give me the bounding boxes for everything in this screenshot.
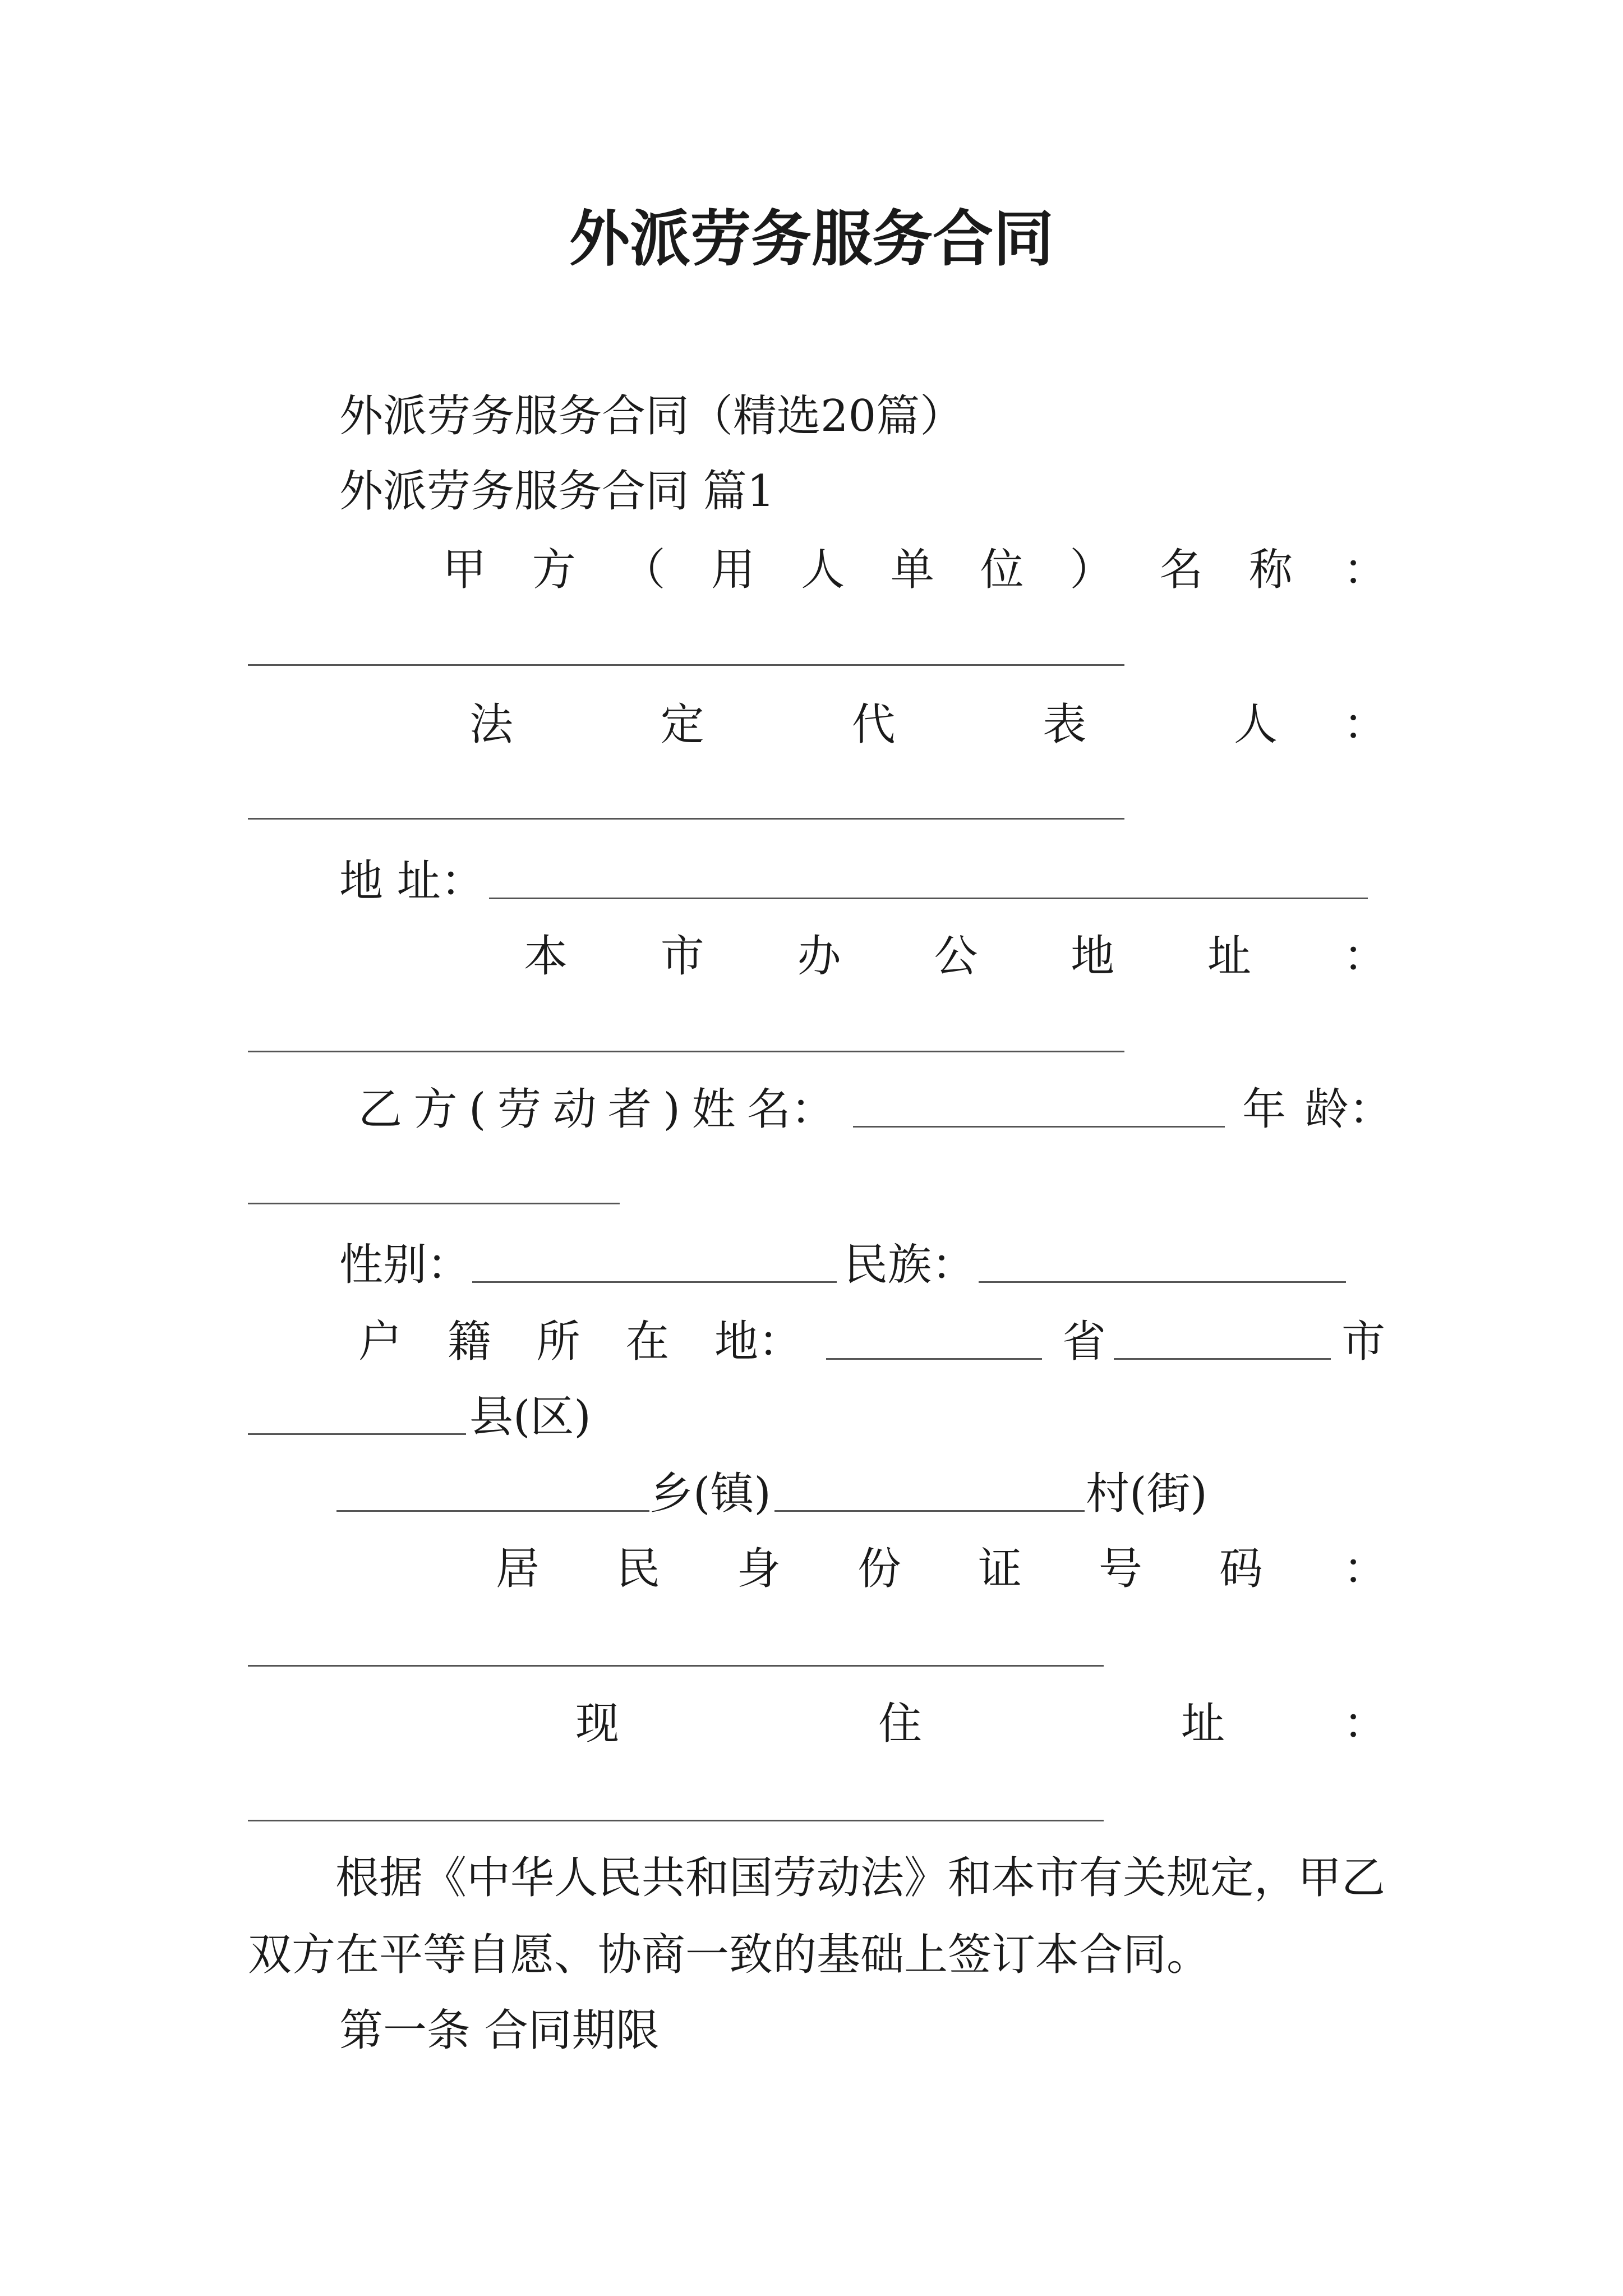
province-label: 省 — [1062, 1317, 1106, 1367]
label-char: ( — [469, 1084, 486, 1135]
township-blank — [336, 1510, 649, 1512]
label-char: 定 — [660, 700, 704, 750]
label-char: 份 — [857, 1544, 901, 1594]
label-char: 用 — [711, 545, 755, 595]
label-char: 所 — [536, 1317, 580, 1367]
ethnicity-blank — [979, 1281, 1346, 1283]
id-number-blank — [248, 1665, 1104, 1667]
label-char: ： — [1343, 1699, 1387, 1749]
label-char: ： — [1343, 931, 1387, 982]
id-number-label — [496, 1541, 1387, 1597]
label-char: 位 — [980, 545, 1024, 595]
label-char: 单 — [890, 545, 934, 595]
label-char: 籍 — [447, 1317, 491, 1367]
article-1-heading: 第一条 合同期限 — [339, 2005, 660, 2056]
household-registration-label — [358, 1314, 802, 1370]
label-char: 名 — [746, 1084, 791, 1135]
gender-blank — [472, 1281, 837, 1283]
label-char: 本 — [524, 931, 568, 982]
collection-subtitle: 外派劳务服务合同（精选20篇） — [339, 391, 964, 441]
township-label: 乡(镇) — [649, 1469, 771, 1519]
label-char: 办 — [797, 931, 841, 982]
label-char: 号 — [1098, 1544, 1142, 1594]
label-char: 甲 — [442, 545, 487, 595]
label-char: ： — [791, 1084, 835, 1135]
city-office-address-label — [524, 928, 1387, 984]
legal-representative-blank — [248, 818, 1124, 820]
label-char: ： — [1343, 545, 1387, 595]
label-char: 表 — [1043, 700, 1087, 750]
label-char: 公 — [934, 931, 978, 982]
party-b-name-blank — [853, 1126, 1225, 1128]
address-label: 地 址： — [339, 856, 485, 907]
label-char: 龄 — [1304, 1084, 1349, 1135]
label-char: ） — [1069, 545, 1114, 595]
label-char: 在 — [625, 1317, 670, 1367]
label-char: ： — [1343, 1544, 1387, 1594]
label-char: 者 — [608, 1084, 652, 1135]
label-char: （ — [621, 545, 666, 595]
village-blank — [774, 1510, 1085, 1512]
label-char: 地 — [714, 1317, 758, 1367]
gender-label: 性别： — [339, 1240, 471, 1290]
city-office-address-blank — [248, 1051, 1124, 1052]
preamble-paragraph: 根据《中华人民共和国劳动法》和本市有关规定，甲乙双方在平等自愿、协商一致的基础上签订本合同。 — [248, 1853, 1386, 1980]
label-char: 地 — [1071, 931, 1115, 982]
section-heading: 外派劳务服务合同 篇1 — [339, 466, 775, 517]
city-blank — [1114, 1358, 1331, 1360]
label-char: 住 — [878, 1699, 922, 1749]
label-char: 居 — [496, 1544, 540, 1594]
label-char: 身 — [736, 1544, 781, 1594]
label-char: 方 — [532, 545, 576, 595]
label-char: 动 — [552, 1084, 597, 1135]
label-char: 码 — [1219, 1544, 1263, 1594]
legal-representative-label — [469, 697, 1387, 753]
label-char: ) — [663, 1084, 680, 1135]
party-a-name-label — [442, 542, 1387, 598]
label-char: 名 — [1159, 545, 1204, 595]
label-char: 乙 — [358, 1084, 403, 1135]
label-char: 人 — [801, 545, 845, 595]
label-char: 户 — [358, 1317, 403, 1367]
label-char: 年 — [1242, 1084, 1287, 1135]
label-char: 姓 — [691, 1084, 736, 1135]
village-label: 村(街) — [1086, 1469, 1207, 1519]
county-label: 县(区) — [469, 1392, 591, 1442]
label-char: 址 — [1207, 931, 1251, 982]
label-char: 称 — [1248, 545, 1293, 595]
label-char: ： — [1343, 700, 1387, 750]
label-char: 劳 — [497, 1084, 541, 1135]
label-char: 证 — [978, 1544, 1022, 1594]
label-char: 址 — [1181, 1699, 1225, 1749]
address-blank — [489, 898, 1368, 899]
label-char: 代 — [851, 700, 896, 750]
party-b-name-label — [358, 1082, 834, 1138]
label-char: 法 — [469, 700, 514, 750]
city-label: 市 — [1341, 1317, 1386, 1367]
ethnicity-label: 民族： — [844, 1240, 976, 1290]
current-address-blank — [248, 1820, 1104, 1821]
age-blank — [248, 1203, 620, 1204]
label-char: 民 — [616, 1544, 660, 1594]
label-char: 方 — [413, 1084, 458, 1135]
party-a-name-blank — [248, 664, 1124, 666]
label-char: ： — [1349, 1084, 1393, 1135]
document-title: 外派劳务服务合同 — [569, 204, 1054, 274]
county-blank — [248, 1433, 466, 1435]
label-char: 人 — [1233, 700, 1278, 750]
label-char: 现 — [575, 1699, 620, 1749]
age-label — [1242, 1082, 1393, 1138]
province-blank — [826, 1358, 1042, 1360]
label-char: ： — [758, 1317, 803, 1367]
current-address-label — [575, 1696, 1387, 1752]
label-char: 市 — [660, 931, 704, 982]
